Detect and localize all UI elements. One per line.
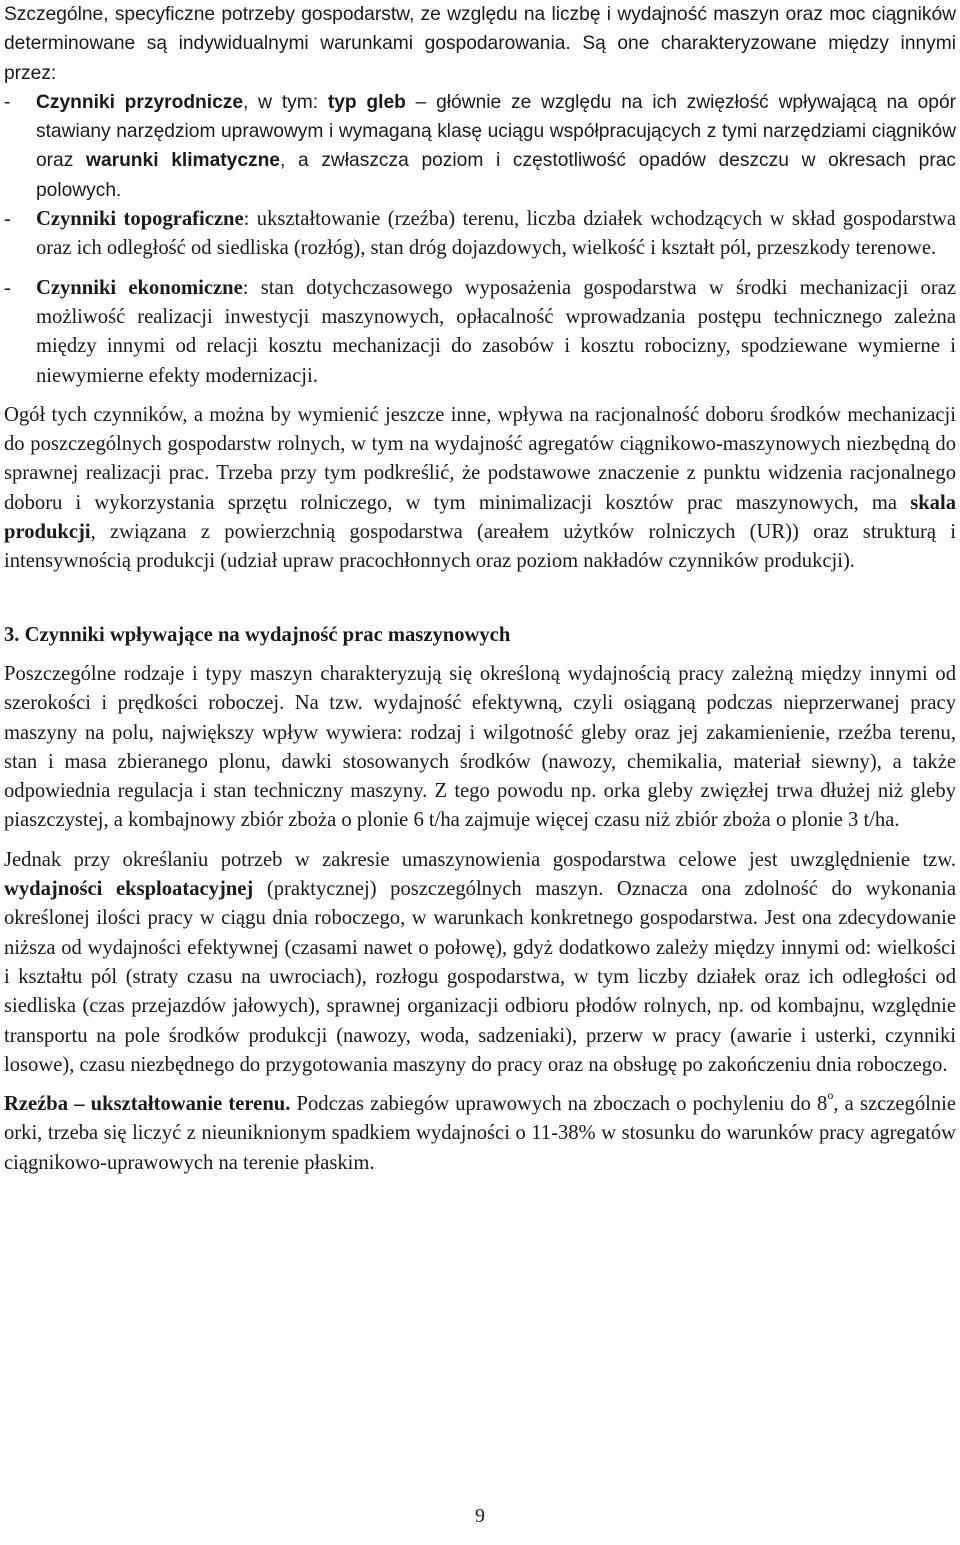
factor-topographic bbox=[0, 205, 960, 264]
paragraph-text: , a szczególnie orki, trzeba się liczyć z nieuniknionym spadkiem wydajności o 11-38% w stosunku do warunków pracy agregatów ciągnikowo-uprawowych na terenie płaskim. bbox=[4, 1093, 956, 1174]
section-paragraph-1: Poszczególne rodzaje i typy maszyn charakteryzują się określoną wydajnością pracy zależną między innymi od szerokości i prędkości roboczej. Na tzw. wydajność efektywną, czyli osiąganą podczas nieprzerwanej pracy maszyny na polu, największy wpływ wywiera: rodzaj i wilgotność gleby oraz jej zakamienienie, rzeźba terenu, stan i masa zbieranego plonu, dawki stosowanych środków (nawozy, chemikalia, materiał siewny), a także odpowiednia regulacja i stan techniczny maszyny. Z tego powodu np. orka gleby zwięzłej trwa dłużej niż gleby piaszczystej, a kombajnowy zbiór zboża o plonie 6 t/ha zajmuje więcej czasu niż zbiór zboża o plonie 3 t/ha. bbox=[4, 662, 956, 832]
spacer bbox=[0, 650, 960, 660]
factor-text: – głównie ze względu na ich zwięzłość wpływającą na opór stawiany narzędziom uprawowym i wymaganą klasę uciągu współpracujących z tymi narzędziami ciągników oraz bbox=[36, 91, 957, 172]
paragraph-text: (praktycznej) poszczególnych maszyn. Oznacza ona zdolność do wykonania określonej ilości pracy w ciągu dnia roboczego, w warunkach konkretnego gospodarstwa. Jest ona zdecydowanie niższa od wydajności efektywnej (czasami nawet o połowę), gdyż dodatkowo zależy między innymi od: wielkości i kształtu pól (straty czasu na uwrociach), rozłogu gospodarstwa, w tym liczby działek oraz ich odległości od siedliska (czas przejazdów jałowych), sprawnej organizacji odbioru płodów rolnych, np. od kombajnu, względnie transportu na pole środków produkcji (nawozy, woda, sadzeniaki), przerw w pracy (awarie i usterki, czynniki losowe), czasu niezbędnego do przygotowania maszyny do pracy oraz na obsługę po zakończeniu dnia roboczego. bbox=[4, 878, 956, 1076]
section-heading: 3. Czynniki wpływające na wydajność prac maszynowych bbox=[4, 623, 511, 646]
spacer bbox=[0, 391, 960, 401]
paragraph-text: Jednak przy określaniu potrzeb w zakresie umaszynowienia gospodarstwa celowe jest uwzględnienie tzw. bbox=[4, 848, 956, 871]
summary-text: Ogół tych czynników, a można by wymienić jeszcze inne, wpływa na racjonalność doboru środków mechanizacji do poszczególnych gospodarstw rolnych, w tym na wydajność agregatów ciągnikowo-maszynowych niezbędną do sprawnej realizacji prac. Trzeba przy tym podkreślić, że podstawowe znaczenie z punktu widzenia racjonalnego doboru i wykorzystania sprzętu rolniczego, w tym minimalizacji kosztów prac maszynowych, ma bbox=[4, 403, 956, 514]
factor-title: Czynniki przyrodnicze bbox=[36, 91, 244, 113]
degree-superscript: o bbox=[827, 1088, 834, 1103]
list-dash: - bbox=[4, 208, 11, 231]
spacer bbox=[0, 1080, 960, 1090]
spacer bbox=[0, 577, 960, 621]
spacer bbox=[0, 836, 960, 846]
paragraph-emphasis: wydajności eksploatacyjnej bbox=[4, 878, 254, 901]
summary-text: , związana z powierzchnią gospodarstwa (areałem użytków rolniczych (UR)) oraz strukturą i intensywnością produkcji (udział upraw pracochłonnych oraz poziom nakładów czynników produkcji). bbox=[4, 521, 956, 573]
spacer bbox=[0, 264, 960, 274]
factor-emphasis: typ gleb bbox=[327, 91, 406, 113]
section-paragraph-2 bbox=[0, 846, 960, 1080]
paragraph-emphasis: Rzeźba – ukształtowanie terenu. bbox=[4, 1093, 291, 1116]
factor-text: : ukształtowanie (rzeźba) terenu, liczba działek wchodzących w skład gospodarstwa oraz ich odległość od siedliska (rozłóg), stan dróg dojazdowych, wielkość i kształt pól, przeszkody terenowe. bbox=[36, 208, 956, 260]
paragraph-text: Podczas zabiegów uprawowych na zboczach o pochyleniu do 8 bbox=[290, 1093, 828, 1116]
intro-paragraph: Szczególne, specyficzne potrzeby gospodarstw, ze względu na liczbę i wydajność maszyn oraz moc ciągników determinowane są indywidualnymi warunkami gospodarowania. Są one charakteryzowane między innymi przez: bbox=[4, 4, 956, 84]
factor-economic bbox=[0, 274, 960, 391]
factor-title: Czynniki topograficzne bbox=[36, 208, 244, 231]
list-dash: - bbox=[4, 91, 11, 113]
summary-paragraph bbox=[0, 401, 960, 577]
page-number: 9 bbox=[475, 1505, 485, 1527]
list-dash: - bbox=[4, 276, 11, 299]
factor-text: , w tym: bbox=[243, 91, 328, 113]
factor-title: Czynniki ekonomiczne bbox=[36, 276, 243, 299]
factor-natural bbox=[0, 88, 960, 205]
factor-text: , a zwłaszcza poziom i częstotliwość opadów deszczu w okresach prac polowych. bbox=[36, 150, 956, 201]
summary-emphasis: skala produkcji bbox=[4, 491, 956, 544]
factor-emphasis: warunki klimatyczne bbox=[86, 150, 280, 172]
section-paragraph-3 bbox=[0, 1090, 960, 1178]
factor-text: : stan dotychczasowego wyposażenia gospodarstwa w środki mechanizacji oraz możliwość realizacji inwestycji maszynowych, opłacalność wprowadzania postępu technicznego zależna między innymi od relacji kosztu mechanizacji do zasobów i kosztu robocizny, spodziewane wymierne i niewymierne efekty modernizacji. bbox=[36, 276, 956, 387]
